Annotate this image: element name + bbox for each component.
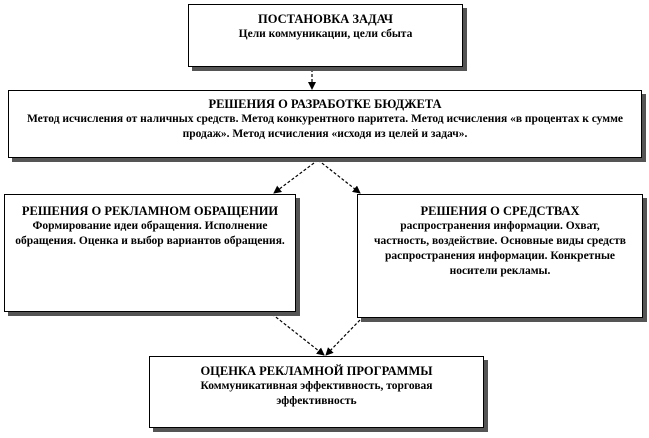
budget-title: РЕШЕНИЯ О РАЗРАБОТКЕ БЮДЖЕТА [208, 97, 442, 111]
goals-title: ПОСТАНОВКА ЗАДАЧ [258, 12, 393, 26]
arrow-budget-to-message [274, 160, 318, 193]
arrow-budget-to-media [318, 160, 360, 193]
goals-text: Цели коммуникации, цели сбыта [238, 28, 413, 41]
evaluation-text: Коммуникативная эффективность, торговая эффективность [200, 380, 433, 408]
goals-box [188, 4, 463, 67]
message-text: Формирование идеи обращения. Исполнение обращения. Оценка и выбор вариантов обращения. [15, 220, 285, 248]
message-title: РЕШЕНИЯ О РЕКЛАМНОМ ОБРАЩЕНИИ [21, 204, 279, 218]
message-box [4, 194, 296, 312]
budget-text: Метод исчисления от наличных средств. Метод конкурентного паритета. Метод исчисления «в процентах к сумме продаж». Метод исчисления «исходя из целей и задач». [26, 113, 624, 141]
evaluation-title: ОЦЕНКА РЕКЛАМНОЙ ПРОГРАММЫ [200, 364, 433, 378]
media-text: распространения информации. Охват, частность, воздействие. Основные виды средств распространения информации. Конкретные носители рекламы. [374, 220, 626, 278]
budget-box [8, 90, 642, 158]
arrow-media-to-evaluation [326, 320, 360, 355]
evaluation-box [149, 356, 484, 428]
arrow-message-to-evaluation [272, 314, 324, 355]
media-box [357, 194, 643, 318]
media-title: РЕШЕНИЯ О СРЕДСТВАХ [420, 204, 580, 218]
